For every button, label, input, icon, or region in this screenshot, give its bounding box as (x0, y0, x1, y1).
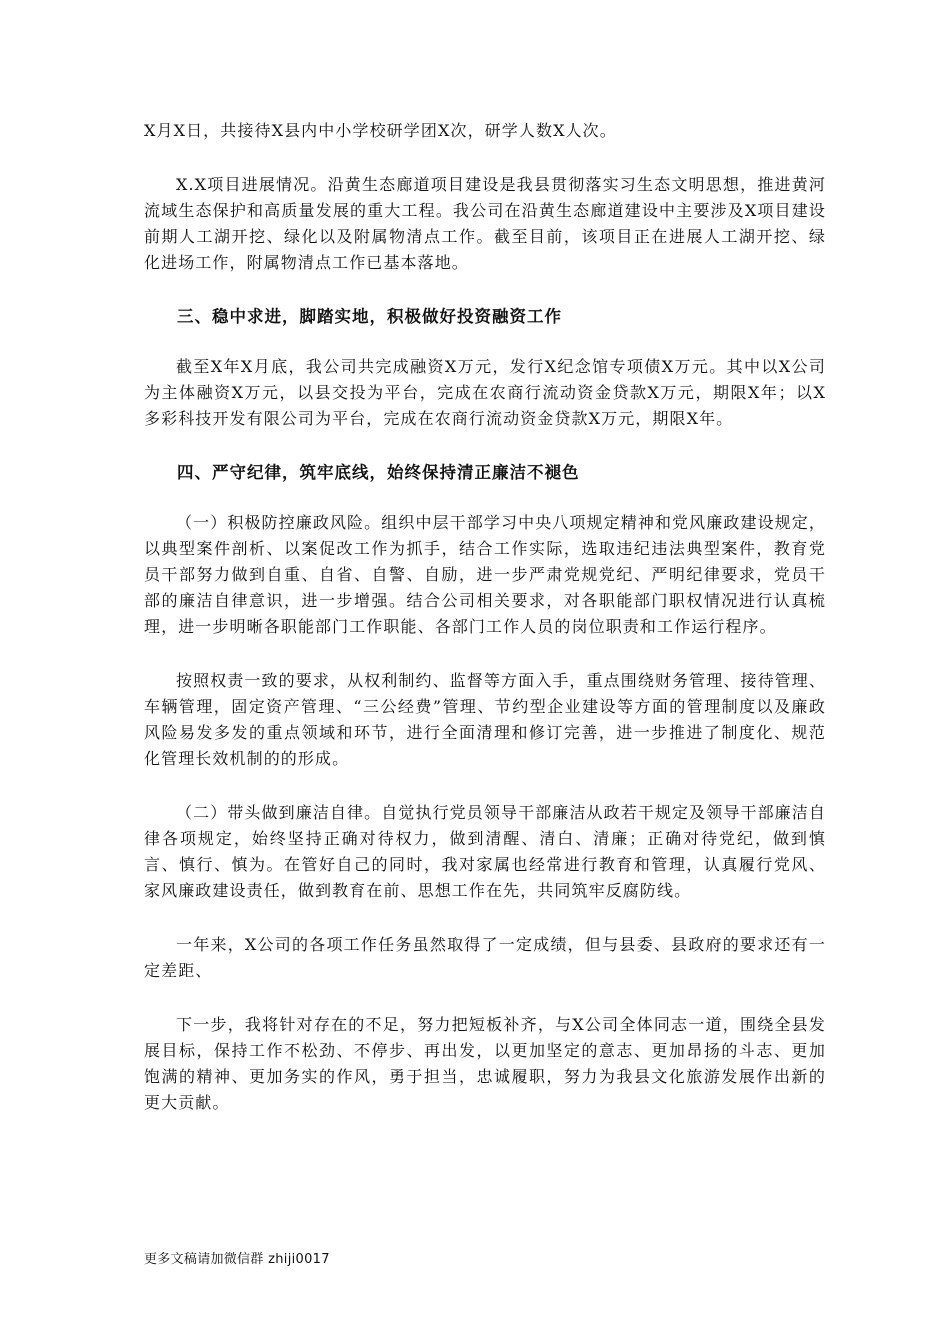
section-heading-discipline: 四、严守纪律，筑牢底线，始终保持清正廉洁不褪色 (177, 463, 580, 482)
section-heading-investment: 三、稳中求进，脚踏实地，积极做好投资融资工作 (177, 307, 562, 326)
paragraph-visit-count: X月X日，共接待X县内中小学校研学团X次，研学人数X人次。 (144, 121, 617, 140)
footer-note: 更多文稿请加微信群 zhiji0017 (144, 1252, 330, 1267)
paragraph-financing: 截至X年X月底，我公司共完成融资X万元，发行X纪念馆专项债X万元。其中以X公司为主体融资X万元，以县交投为平台，完成在农商行流动资金贷款X万元，期限X年；以X多彩科技开发有限公司为平台，完成在农商行流动资金贷款X万元，期限X年。 (144, 357, 826, 428)
paragraph-project-progress: X.X项目进展情况。沿黄生态廊道项目建设是我县贯彻落实习生态文明思想，推进黄河流域生态保护和高质量发展的重大工程。我公司在沿黄生态廊道建设中主要涉及X项目建设前期人工湖开挖、绿化以及附属物清点工作。截至目前，该项目正在进展人工湖开挖、绿化进场工作，附属物清点工作已基本落地。 (144, 175, 826, 272)
document-body (144, 118, 826, 1144)
paragraph-management-system: 按照权责一致的要求，从权利制约、监督等方面入手，重点围绕财务管理、接待管理、车辆管理，固定资产管理、“三公经费”管理、节约型企业建设等方面的管理制度以及廉政风险易发多发的重点领域和环节，进行全面清理和修订完善，进一步推进了制度化、规范化管理长效机制的的形成。 (144, 671, 826, 768)
paragraph-self-discipline: （二）带头做到廉洁自律。自觉执行党员领导干部廉洁从政若干规定及领导干部廉洁自律各项规定，始终坚持正确对待权力，做到清醒、清白、清廉；正确对待党纪，做到慎言、慎行、慎为。在管好自己的同时，我对家属也经常进行教育和管理，认真履行党风、家风廉政建设责任，做到教育在前、思想工作在先，共同筑牢反腐防线。 (144, 803, 826, 900)
paragraph-year-summary: 一年来，X公司的各项工作任务虽然取得了一定成绩，但与县委、县政府的要求还有一定差距、 (144, 935, 826, 980)
paragraph-next-steps: 下一步，我将针对存在的不足，努力把短板补齐，与X公司全体同志一道，围绕全县发展目标，保持工作不松劲、不停步、再出发，以更加坚定的意志、更加昂扬的斗志、更加饱满的精神、更加务实的作风，勇于担当，忠诚履职，努力为我县文化旅游发展作出新的更大贡献。 (144, 1015, 826, 1112)
paragraph-risk-control: （一）积极防控廉政风险。组织中层干部学习中央八项规定精神和党风廉政建设规定，以典型案件剖析、以案促改工作为抓手，结合工作实际，选取违纪违法典型案件，教育党员干部努力做到自重、自省、自警、自励，进一步严肃党规党纪、严明纪律要求，党员干部的廉洁自律意识，进一步增强。结合公司相关要求，对各职能部门职权情况进行认真梳理，进一步明晰各职能部门工作职能、各部门工作人员的岗位职责和工作运行程序。 (144, 513, 826, 636)
